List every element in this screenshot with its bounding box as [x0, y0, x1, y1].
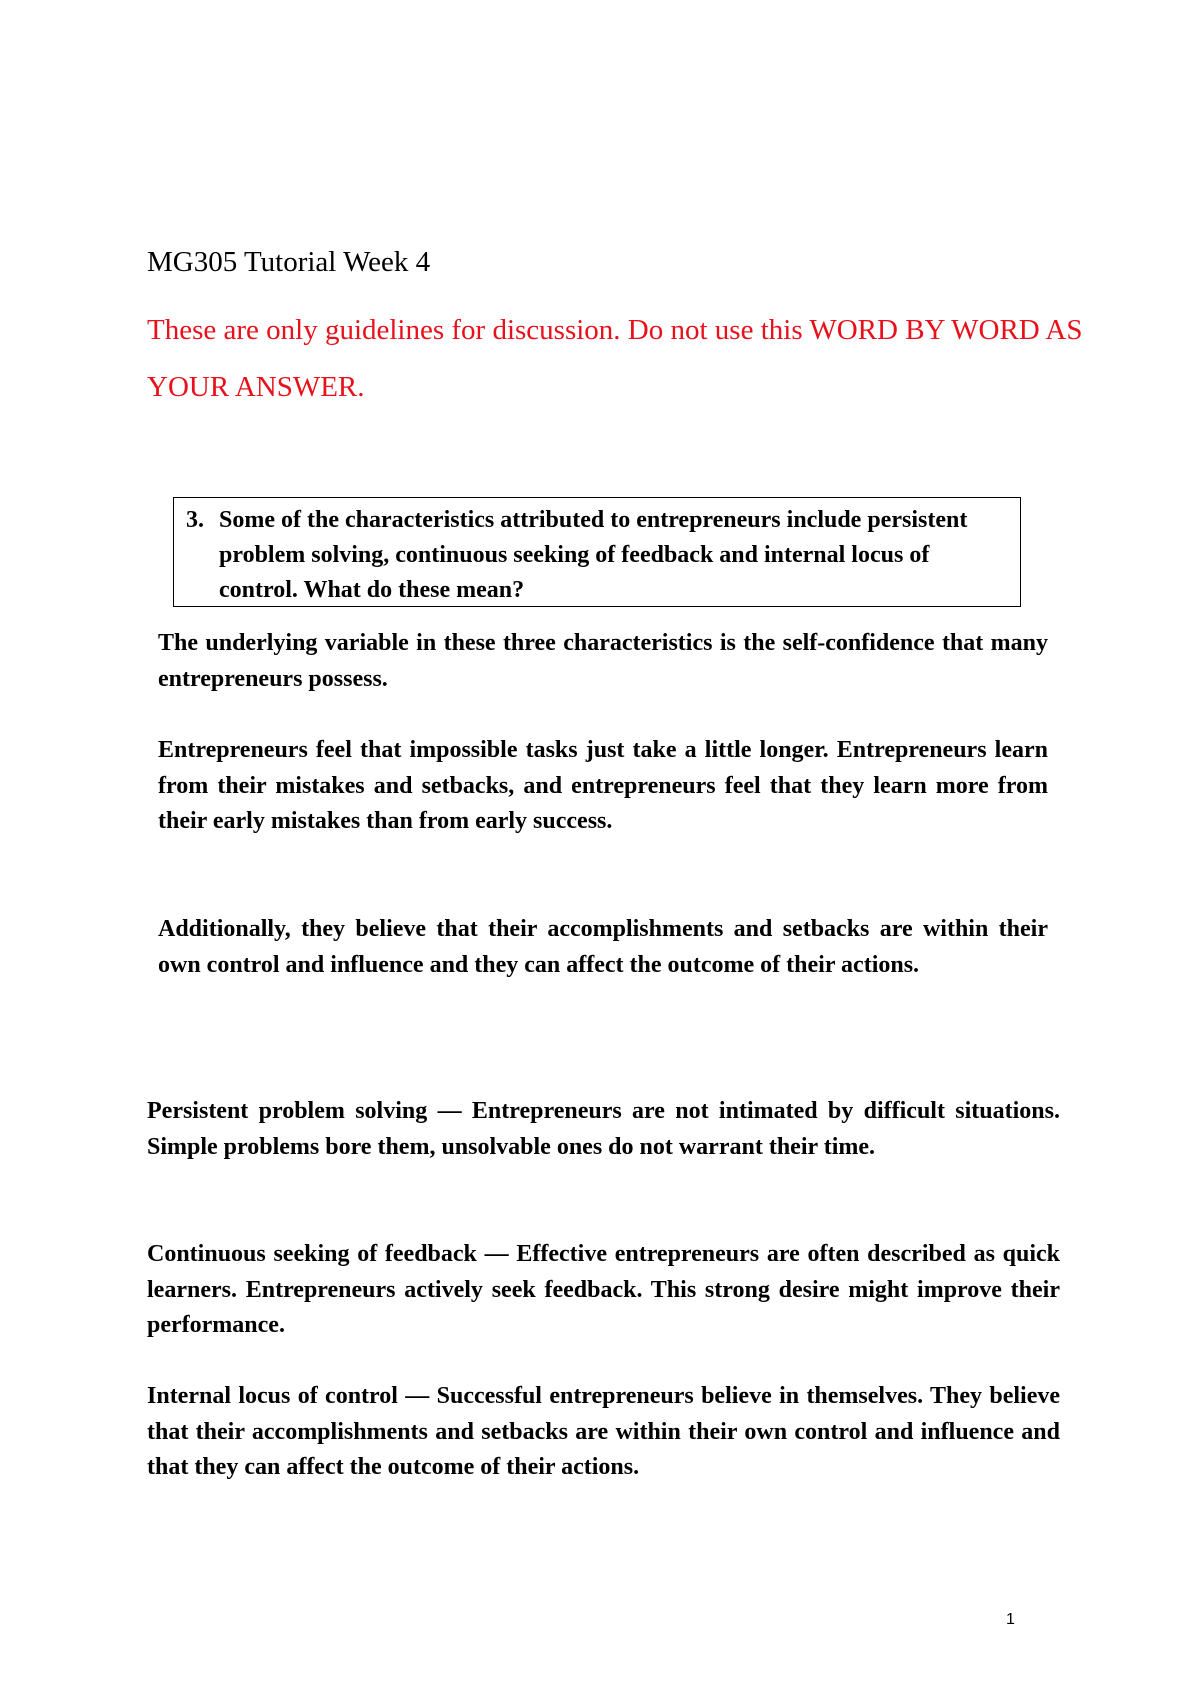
definition-persistent-problem-solving: Persistent problem solving — Entrepreneurs are not intimated by difficult situations. Simple problems bore them, unsolvable ones do not warrant their time. — [147, 1098, 1060, 1160]
warning-notice: These are only guidelines for discussion. Do not use this WORD BY WORD AS YOUR ANSWER. — [147, 314, 1083, 403]
question-number: 3. — [186, 507, 204, 533]
answer-paragraph: Additionally, they believe that their accomplishments and setbacks are within their own control and influence and they can affect the outcome of their actions. — [158, 916, 1048, 978]
answer-paragraph: The underlying variable in these three characteristics is the self-confidence that many entrepreneurs possess. — [158, 630, 1048, 692]
definition-internal-locus-of-control: Internal locus of control — Successful entrepreneurs believe in themselves. They believe that their accomplishments and setbacks are within their own control and influence and that they can affect the outcome of their actions. — [147, 1383, 1060, 1480]
answer-paragraph: Entrepreneurs feel that impossible tasks just take a little longer. Entrepreneurs learn from their mistakes and setbacks, and entrepreneurs feel that they learn more from their early mistakes than from early success. — [158, 737, 1048, 834]
definition-continuous-seeking-feedback: Continuous seeking of feedback — Effective entrepreneurs are often described as quick learners. Entrepreneurs actively seek feedback. This strong desire might improve their performance. — [147, 1241, 1060, 1338]
question-box — [173, 497, 1021, 607]
page-number: 1 — [1006, 1611, 1015, 1628]
question-text: Some of the characteristics attributed to entrepreneurs include persistent problem solving, continuous seeking of feedback and internal locus of control. What do these mean? — [219, 507, 968, 603]
document-title: MG305 Tutorial Week 4 — [147, 246, 431, 278]
